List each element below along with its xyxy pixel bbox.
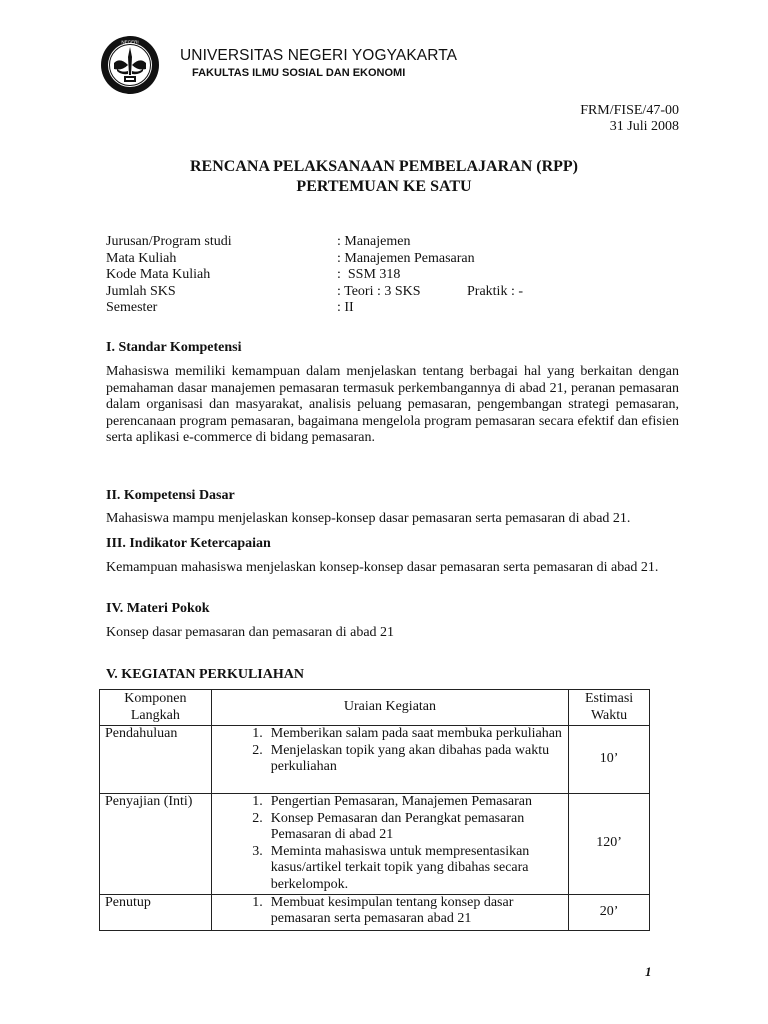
list-item: [217, 794, 563, 811]
cell-waktu: 20’: [569, 894, 650, 930]
activity-table: [99, 689, 650, 931]
info-value: : II: [337, 300, 354, 316]
info-label: Kode Mata Kuliah: [106, 267, 211, 283]
form-code: FRM/FISE/47-00: [580, 103, 679, 118]
section-body-indikator: Kemampuan mahasiswa menjelaskan konsep-konsep dasar pemasaran serta pemasaran di abad 21.: [106, 560, 659, 575]
cell-komponen: Penyajian (Inti): [100, 794, 212, 895]
item-number: 1.: [252, 794, 263, 809]
section-body-materi: Konsep dasar pemasaran dan pemasaran di abad 21: [106, 625, 395, 640]
activity-list: [217, 726, 563, 776]
cell-waktu: 120’: [569, 794, 650, 895]
info-row-semester: [106, 300, 523, 317]
table-row: [100, 794, 650, 895]
info-value: : SSM 318: [337, 267, 401, 283]
info-label: Mata Kuliah: [106, 250, 177, 266]
list-item: [217, 811, 563, 844]
list-item: [217, 844, 563, 894]
table-row: [100, 894, 650, 930]
section-heading-standar-kompetensi: I. Standar Kompetensi: [106, 340, 242, 355]
item-number: 2.: [252, 810, 263, 826]
list-item: [217, 743, 563, 776]
info-row-program: [106, 234, 523, 251]
cell-komponen: Pendahuluan: [100, 726, 212, 794]
title-line-2: PERTEMUAN KE SATU: [296, 178, 472, 195]
activity-list: [217, 895, 563, 928]
form-date: 31 Juli 2008: [609, 119, 679, 134]
form-code-block: [580, 103, 679, 135]
item-text: Menjelaskan topik yang akan dibahas pada waktu perkuliahan: [270, 742, 550, 775]
info-value: : Manajemen Pemasaran: [337, 250, 475, 266]
section-heading-kompetensi-dasar: II. Kompetensi Dasar: [106, 488, 235, 503]
item-number: 1.: [252, 726, 263, 741]
item-number: 3.: [252, 843, 263, 859]
item-text: Memberikan salam pada saat membuka perkuliahan: [270, 726, 562, 741]
list-item: [217, 895, 563, 928]
cell-waktu: 10’: [569, 726, 650, 794]
activity-list: [217, 794, 563, 894]
section-body-kompetensi-dasar: Mahasiswa mampu menjelaskan konsep-konsep dasar pemasaran serta pemasaran di abad 21.: [106, 511, 631, 526]
info-label: Semester: [106, 300, 158, 316]
header-komponen: Komponen Langkah: [100, 690, 212, 726]
section-heading-kegiatan: V. KEGIATAN PERKULIAHAN: [106, 667, 304, 682]
info-label: Jurusan/Program studi: [106, 234, 232, 249]
table-row: [100, 726, 650, 794]
title-line-1: RENCANA PELAKSANAAN PEMBELAJARAN (RPP): [190, 158, 578, 175]
page-number: 1: [645, 964, 652, 979]
header-uraian: Uraian Kegiatan: [211, 690, 568, 726]
info-value: : Teori : 3 SKS: [337, 283, 421, 299]
table-header-row: [100, 690, 650, 726]
document-title: [0, 157, 768, 197]
info-row-sks: [106, 284, 523, 301]
cell-uraian: [211, 726, 568, 794]
section-heading-materi: IV. Materi Pokok: [106, 601, 210, 616]
item-text: Konsep Pemasaran dan Perangkat pemasaran Pemasaran di abad 21: [270, 810, 525, 843]
info-label: Jumlah SKS: [106, 283, 176, 299]
list-item: [217, 726, 563, 743]
cell-komponen: Penutup: [100, 894, 212, 930]
cell-uraian: [211, 794, 568, 895]
university-name: UNIVERSITAS NEGERI YOGYAKARTA: [180, 47, 458, 64]
item-text: Pengertian Pemasaran, Manajemen Pemasaran: [270, 794, 532, 809]
info-row-course: [106, 251, 523, 268]
course-info: [106, 234, 523, 317]
section-heading-indikator: III. Indikator Ketercapaian: [106, 536, 271, 551]
info-row-code: [106, 267, 523, 284]
faculty-name: FAKULTAS ILMU SOSIAL DAN EKONOMI: [192, 67, 406, 79]
info-value: : Manajemen: [337, 234, 411, 249]
university-seal-icon: [100, 35, 160, 95]
item-text: Membuat kesimpulan tentang konsep dasar pemasaran serta pemasaran abad 21: [270, 894, 514, 927]
header-estimasi: Estimasi Waktu: [569, 690, 650, 726]
svg-text:NEGERI: NEGERI: [121, 39, 139, 45]
section-body-standar-kompetensi: Mahasiswa memiliki kemampuan dalam menjelaskan tentang berbagai hal yang berkaitan dengan pemahaman dasar manajemen pemasaran termasuk perkembangannya di abad 21, peranan pemasaran dalam organisasi dan masyarakat, analisis peluang pemasaran, pengembangan strategi pemasaran, perencanaan program pemasaran, bagaimana mengelola program pemasaran secara efektif dan efisien serta aplikasi e-commerce di bidang pemasaran.: [106, 364, 679, 446]
info-extra: Praktik : -: [467, 283, 523, 299]
cell-uraian: [211, 894, 568, 930]
item-text: Meminta mahasiswa untuk mempresentasikan kasus/artikel terkait topik yang dibahas secara berkelompok.: [270, 843, 530, 892]
item-number: 2.: [252, 742, 263, 758]
item-number: 1.: [252, 894, 263, 910]
